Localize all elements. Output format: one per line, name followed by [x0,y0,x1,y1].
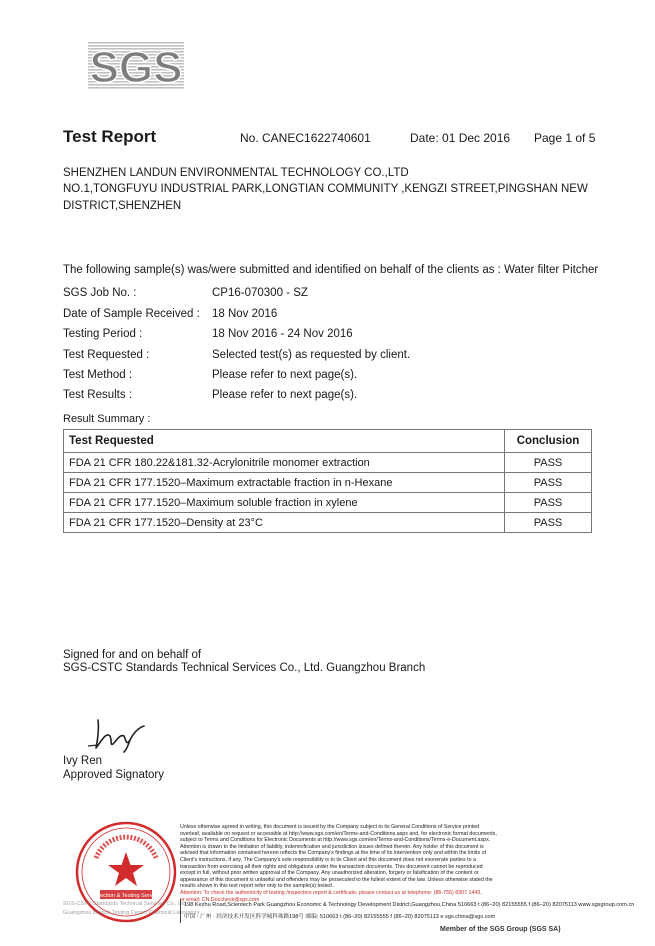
address-english: 198 Kezhu Road,Scientech Park Guangzhou Economic & Technology Development District,Guangzhou,China 510663 t (86–20) 82155555 f (86–20) 82075113 www.sgsgroup.com.cn [184,902,635,908]
disclaimer [180,824,580,903]
disclaimer-line: Attention is drawn to the limitation of liability, indemnification and jurisdiction issues defined therein. Any holder of this document is [180,843,484,850]
table-header-row [64,430,592,453]
disclaimer-line: transaction from exercising all their rights and obligations under the transaction documents. This document cannot be reproduced [180,863,483,870]
summary-label: Result Summary : [63,413,151,425]
detail-value: Please refer to next page(s). [212,389,358,401]
disclaimer-line: results shown in this test report refer only to the sample(s) tested . [180,883,335,890]
detail-value: Please refer to next page(s). [212,369,358,381]
sgs-logo-text: SGS [89,43,183,92]
authenticity-email: or email: CN.Doccheck@sgs.com [180,896,260,903]
signing-company: SGS-CSTC Standards Technical Services Co., Ltd. Guangzhou Branch [63,662,426,674]
table-row [64,513,592,533]
detail-value: 18 Nov 2016 [212,308,278,320]
seal-stamp-line1: SGS-CSTC Standards Technical Services Co., Ltd. [63,901,188,907]
disclaimer-line: overleaf, available on request or accessible at http://www.sgs.com/en/Terms-and-Conditions.aspx and, for electronic format documents, [180,830,497,837]
client-name: SHENZHEN LANDUN ENVIRONMENTAL TECHNOLOGY CO.,LTD [63,167,409,179]
report-number: No. CANEC1622740601 [240,131,371,145]
disclaimer-line: Unless otherwise agreed in writing, this document is issued by the Company subject to its General Conditions of Service printed [180,824,480,830]
disclaimer-line: Client's instructions, if any. The Company's sole responsibility is to its Client and this document does not exonerate parties to a [180,856,476,863]
conclusion-cell: PASS [505,493,592,513]
signatory-name: Ivy Ren [63,755,102,767]
address-block [180,896,635,923]
test-name-cell: FDA 21 CFR 177.1520–Density at 23°C [64,513,505,533]
detail-label: SGS Job No. : [63,287,137,299]
conclusion-cell: PASS [505,513,592,533]
report-date: Date: 01 Dec 2016 [410,131,511,145]
disclaimer-line: appearance of this document is unlawful and offenders may be prosecuted to the fullest extent of the law. Unless otherwise stated the [180,876,493,883]
result-summary-table [63,429,592,533]
report-title: Test Report [63,127,157,146]
column-header: Test Requested [64,430,505,453]
company-seal [74,820,178,924]
signed-on-behalf: Signed for and on behalf of [63,649,202,661]
test-name-cell: FDA 21 CFR 177.1520–Maximum extractable fraction in n-Hexane [64,473,505,493]
detail-value: CP16-070300 - SZ [212,287,308,299]
address-chinese: 中国 · 广州 · 经济技术开发区科学城科珠路198号 邮编: 510663 t (86–20) 82155555 f (86–20) 82075113 e sgs.china@sgs.com [184,914,496,920]
seal-star-icon [108,852,144,886]
conclusion-cell: PASS [505,473,592,493]
sgs-group-member: Member of the SGS Group (SGS SA) [440,926,561,933]
handwritten-signature [86,714,152,754]
authenticity-note: Attention: To check the authenticity of testing /inspection report & certificate, please contact us at telephone: (86-755) 8307 1443, [180,889,482,896]
test-name-cell: FDA 21 CFR 180.22&181.32-Acrylonitrile monomer extraction [64,453,505,473]
table-row [64,473,592,493]
client-address-line2: DISTRICT,SHENZHEN [63,200,182,212]
detail-label: Date of Sample Received : [63,308,200,320]
client-address-line1: NO.1,TONGFUYU INDUSTRIAL PARK,LONGTIAN COMMUNITY ,KENGZI STREET,PINGSHAN NEW [63,183,588,195]
detail-label: Testing Period : [63,328,143,340]
detail-label: Test Method : [63,369,133,381]
intro-text: The following sample(s) was/were submitted and identified on behalf of the clients as : Water filter Pitcher [63,264,599,276]
conclusion-cell: PASS [505,453,592,473]
column-header: Conclusion [505,430,592,453]
table-row [64,453,592,473]
detail-label: Test Requested : [63,349,150,361]
disclaimer-line: advised that information contained hereon reflects the Company's findings at the time of its intervention only and within the limits of [180,850,487,857]
seal-stamp-line2: Guangzhou Branch Testing Center Chemical Laboratory [63,910,200,916]
disclaimer-line: except in full, without prior written approval of the Company. Any unauthorized alteration, forgery or falsification of the content or [180,870,479,877]
table-row [64,493,592,513]
seal-text: Inspection & Testing Services [89,893,163,899]
detail-value: Selected test(s) as requested by client. [212,349,411,361]
sgs-logo [88,42,184,90]
signatory-role: Approved Signatory [63,769,165,781]
disclaimer-line: subject to Terms and Conditions for Electronic Documents at http://www.sgs.com/en/Terms-and-Conditions/Terms-e-Document.aspx. [180,837,491,844]
page-number: Page 1 of 5 [534,131,596,145]
test-name-cell: FDA 21 CFR 177.1520–Maximum soluble fraction in xylene [64,493,505,513]
detail-value: 18 Nov 2016 - 24 Nov 2016 [212,328,353,340]
detail-label: Test Results : [63,389,133,401]
